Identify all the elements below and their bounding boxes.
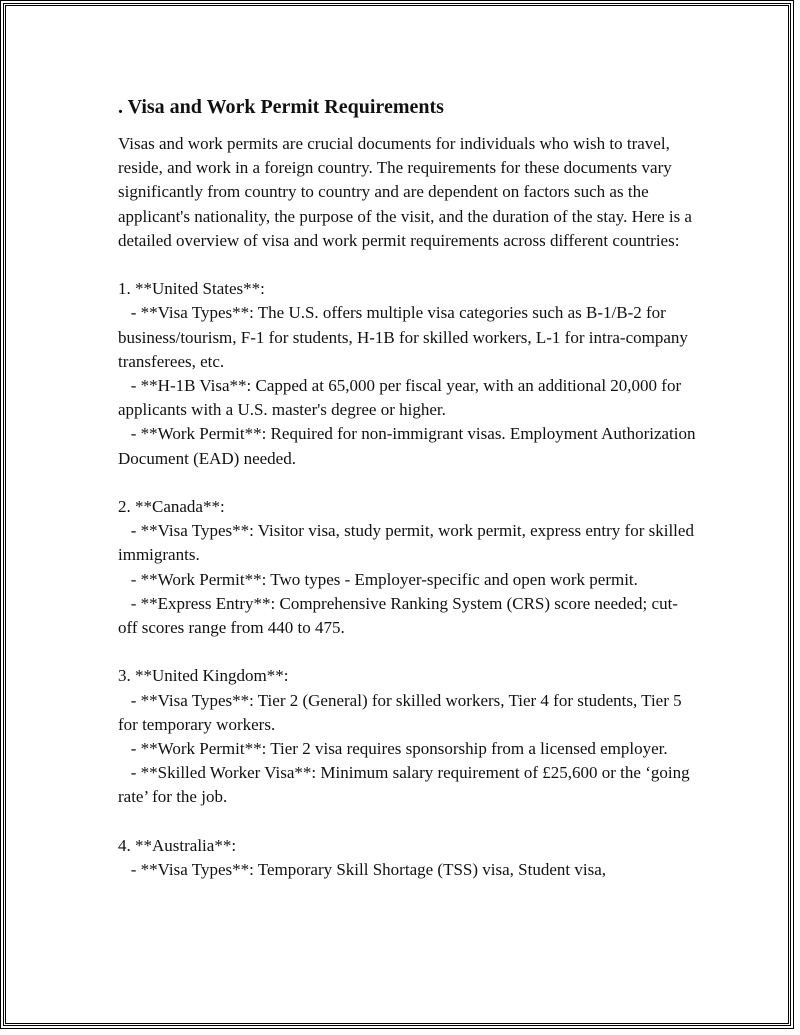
- section-canada: [118, 495, 699, 640]
- section-uk: [118, 664, 696, 809]
- bullet-item: - **Visa Types**: Temporary Skill Shortage (TSS) visa, Student visa,: [118, 860, 606, 880]
- section-title: 4. **Australia**:: [118, 835, 237, 855]
- bullet-item: - **Work Permit**: Required for non-immigrant visas. Employment Authorization Document (EAD) needed.: [118, 424, 700, 468]
- bullet-item: - **Skilled Worker Visa**: Minimum salary requirement of £25,600 or the ‘going rate’ for the job.: [118, 763, 694, 807]
- bullet-item: - **Express Entry**: Comprehensive Ranking System (CRS) score needed; cut-off scores range from 440 to 475.: [118, 593, 678, 638]
- section-us: [118, 277, 700, 471]
- section-title: 2. **Canada**:: [118, 497, 225, 517]
- section-australia: [118, 834, 696, 882]
- spacer: [118, 810, 696, 834]
- bullet-item: - **Visa Types**: Visitor visa, study permit, work permit, express entry for skilled immigrants.: [118, 521, 699, 565]
- bullet-item: - **Work Permit**: Tier 2 visa requires sponsorship from a licensed employer.: [118, 739, 668, 759]
- bullet-item: - **H-1B Visa**: Capped at 65,000 per fiscal year, with an additional 20,000 for applicants with a U.S. master's degree or higher.: [118, 376, 686, 420]
- bullet-item: - **Visa Types**: The U.S. offers multiple visa categories such as B-1/B-2 for business/tourism, F-1 for students, H-1B for skilled workers, L-1 for intra-company transferees, etc.: [118, 303, 693, 371]
- section-title: 1. **United States**:: [118, 279, 265, 299]
- document-body: [118, 94, 700, 882]
- spacer: [118, 640, 696, 664]
- bullet-item: - **Visa Types**: Tier 2 (General) for skilled workers, Tier 4 for students, Tier 5 for temporary workers.: [118, 690, 686, 734]
- spacer: [118, 471, 696, 495]
- intro-paragraph: Visas and work permits are crucial documents for individuals who wish to travel, reside, and work in a foreign country. The requirements for these documents vary significantly from country to country and are dependent on factors such as the applicant's nationality, the purpose of the visit, and the duration of the stay. Here is a detailed overview of visa and work permit requirements across different countries:: [118, 134, 692, 250]
- section-title: 3. **United Kingdom**:: [118, 666, 289, 686]
- spacer: [118, 253, 696, 277]
- section-heading: . Visa and Work Permit Requirements: [118, 96, 444, 118]
- bullet-item: - **Work Permit**: Two types - Employer-specific and open work permit.: [118, 569, 638, 589]
